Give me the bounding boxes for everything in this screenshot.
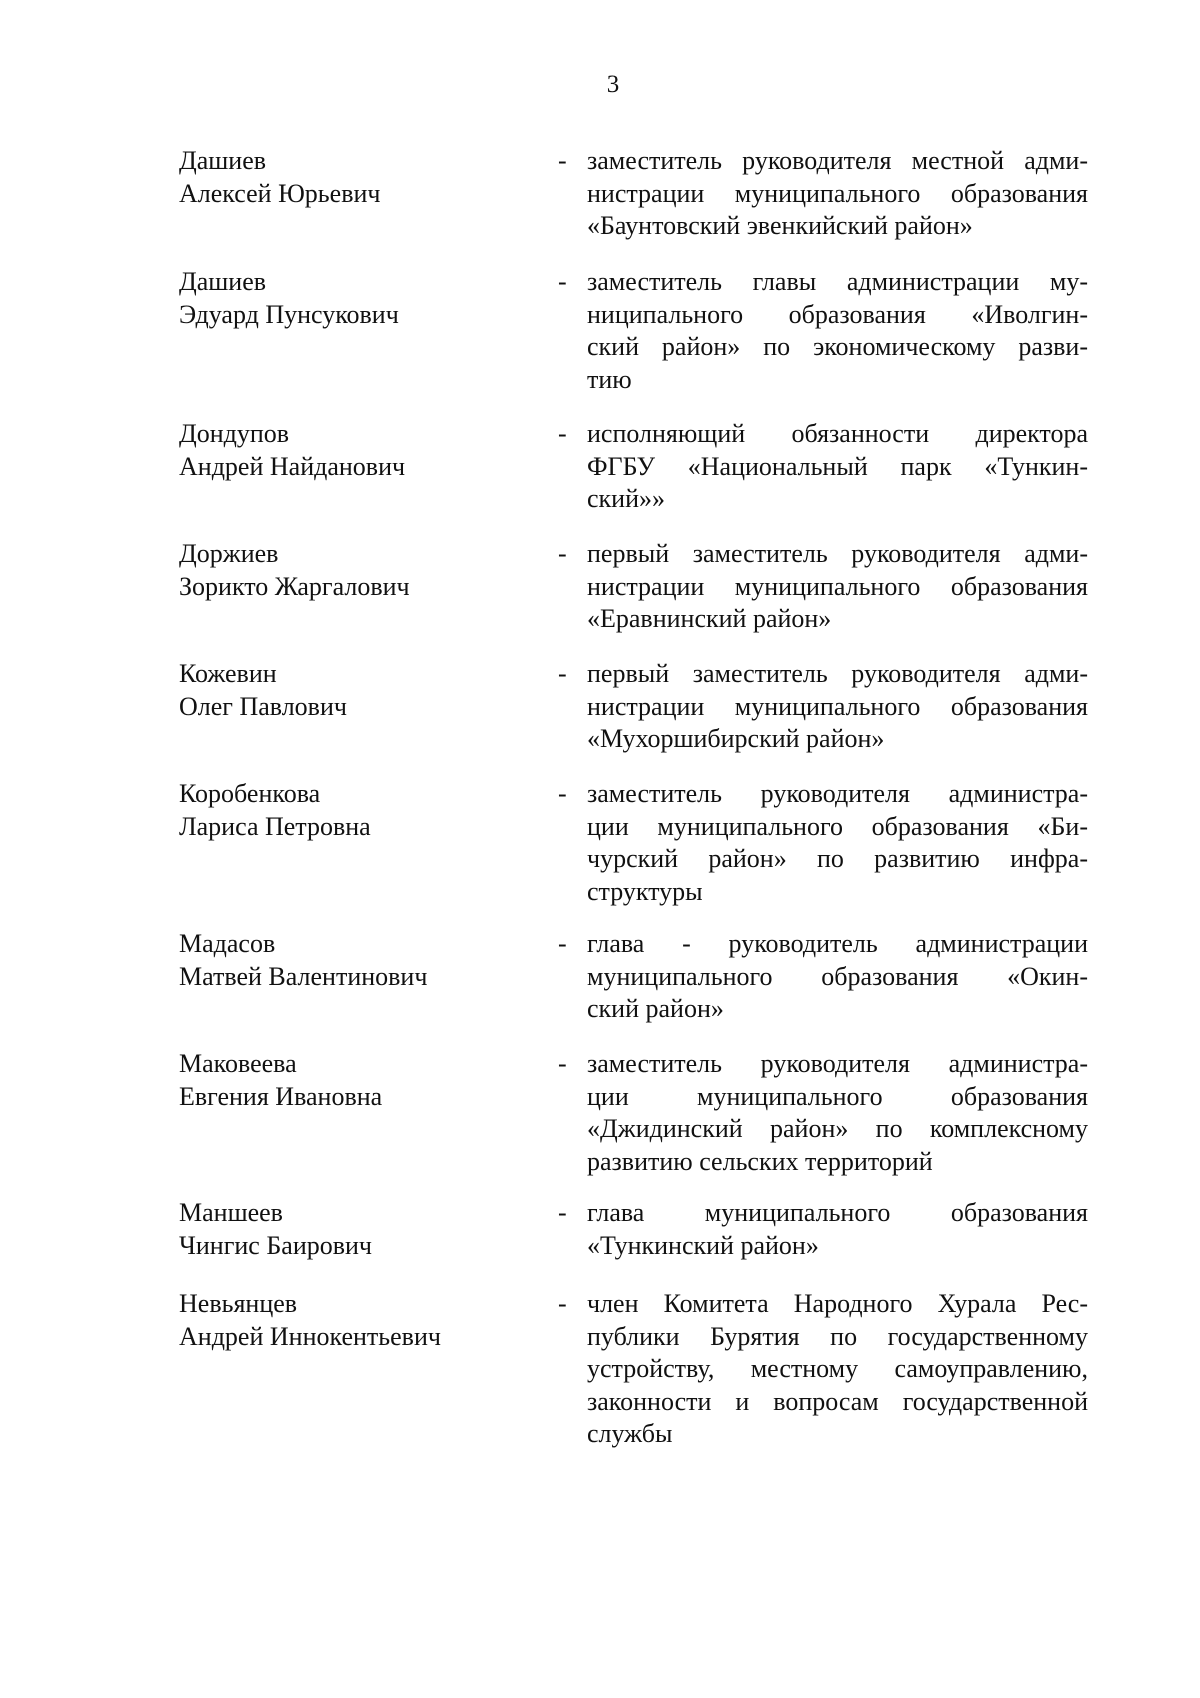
given-names: Алексей Юрьевич (179, 178, 381, 208)
list-dash: - (558, 779, 567, 808)
description-line: заместитель руководителя местной адми- (587, 146, 1088, 175)
surname: Коробенкова (179, 779, 321, 808)
position-description (587, 1048, 1088, 1178)
description-line: развитию сельских территорий (587, 1146, 933, 1176)
description-line: первый заместитель руководителя адми- (587, 659, 1088, 688)
given-names: Матвей Валентинович (179, 961, 428, 991)
position-description (587, 418, 1088, 516)
description-line: ции муниципального образования (587, 1081, 1088, 1111)
description-line: чурский район» по развитию инфра- (587, 844, 1088, 874)
list-dash: - (558, 929, 567, 958)
person-name (179, 1197, 559, 1262)
surname: Мадасов (179, 929, 276, 958)
description-line: глава муниципального образования (587, 1198, 1088, 1227)
given-names: Чингис Баирович (179, 1230, 372, 1260)
description-line: «Тункинский район» (587, 1230, 819, 1260)
description-line: муниципального образования «Окин- (587, 961, 1088, 991)
description-line: структуры (587, 876, 703, 906)
description-line: «Баунтовский эвенкийский район» (587, 211, 973, 241)
position-description (587, 266, 1088, 396)
description-line: ский район» по экономическому разви- (587, 332, 1088, 362)
person-name (179, 1048, 559, 1113)
person-name (179, 266, 559, 331)
description-line: «Еравнинский район» (587, 604, 832, 634)
surname: Кожевин (179, 659, 277, 688)
given-names: Олег Павлович (179, 691, 347, 721)
given-names: Лариса Петровна (179, 811, 371, 841)
list-dash: - (558, 419, 567, 448)
surname: Невьянцев (179, 1289, 298, 1318)
description-line: ский район» (587, 994, 724, 1024)
given-names: Эдуард Пунсукович (179, 299, 399, 329)
given-names: Зорикто Жаргалович (179, 571, 410, 601)
description-line: службы (587, 1419, 673, 1449)
position-description (587, 658, 1088, 756)
position-description (587, 145, 1088, 243)
list-dash: - (558, 146, 567, 175)
description-line: публики Бурятия по государственному (587, 1321, 1088, 1351)
description-line: член Комитета Народного Хурала Рес- (587, 1289, 1088, 1318)
list-dash: - (558, 539, 567, 568)
position-description (587, 538, 1088, 636)
description-line: заместитель главы администрации му- (587, 267, 1088, 296)
list-dash: - (558, 1049, 567, 1078)
person-name (179, 928, 559, 993)
description-line: устройству, местному самоуправлению, (587, 1354, 1088, 1384)
description-line: первый заместитель руководителя адми- (587, 539, 1088, 568)
description-line: «Мухоршибирский район» (587, 724, 885, 754)
description-line: тию (587, 364, 632, 394)
person-name (179, 1288, 559, 1353)
surname: Маковеева (179, 1049, 297, 1078)
position-description (587, 928, 1088, 1026)
surname: Дондупов (179, 419, 290, 448)
person-name (179, 658, 559, 723)
description-line: нистрации муниципального образования (587, 691, 1088, 721)
description-line: нистрации муниципального образования (587, 571, 1088, 601)
position-description (587, 1288, 1088, 1451)
list-dash: - (558, 659, 567, 688)
list-dash: - (558, 1289, 567, 1318)
description-line: исполняющий обязанности директора (587, 419, 1088, 448)
given-names: Евгения Ивановна (179, 1081, 383, 1111)
position-description (587, 778, 1088, 908)
person-name (179, 538, 559, 603)
description-line: законности и вопросам государственной (587, 1386, 1088, 1416)
description-line: заместитель руководителя администра- (587, 779, 1088, 808)
surname: Дашиев (179, 146, 267, 175)
description-line: глава - руководитель администрации (587, 929, 1088, 958)
surname: Дашиев (179, 267, 267, 296)
page-number: 3 (606, 71, 620, 98)
given-names: Андрей Найданович (179, 451, 406, 481)
description-line: ниципального образования «Иволгин- (587, 299, 1088, 329)
list-dash: - (558, 267, 567, 296)
description-line: ский»» (587, 484, 665, 514)
person-name (179, 418, 559, 483)
person-name (179, 778, 559, 843)
description-line: ции муниципального образования «Би- (587, 811, 1088, 841)
given-names: Андрей Иннокентьевич (179, 1321, 441, 1351)
description-line: «Джидинский район» по комплексному (587, 1114, 1088, 1144)
description-line: нистрации муниципального образования (587, 178, 1088, 208)
list-dash: - (558, 1198, 567, 1227)
position-description (587, 1197, 1088, 1262)
person-name (179, 145, 559, 210)
surname: Доржиев (179, 539, 279, 568)
surname: Маншеев (179, 1198, 283, 1227)
description-line: заместитель руководителя администра- (587, 1049, 1088, 1078)
description-line: ФГБУ «Национальный парк «Тункин- (587, 451, 1088, 481)
